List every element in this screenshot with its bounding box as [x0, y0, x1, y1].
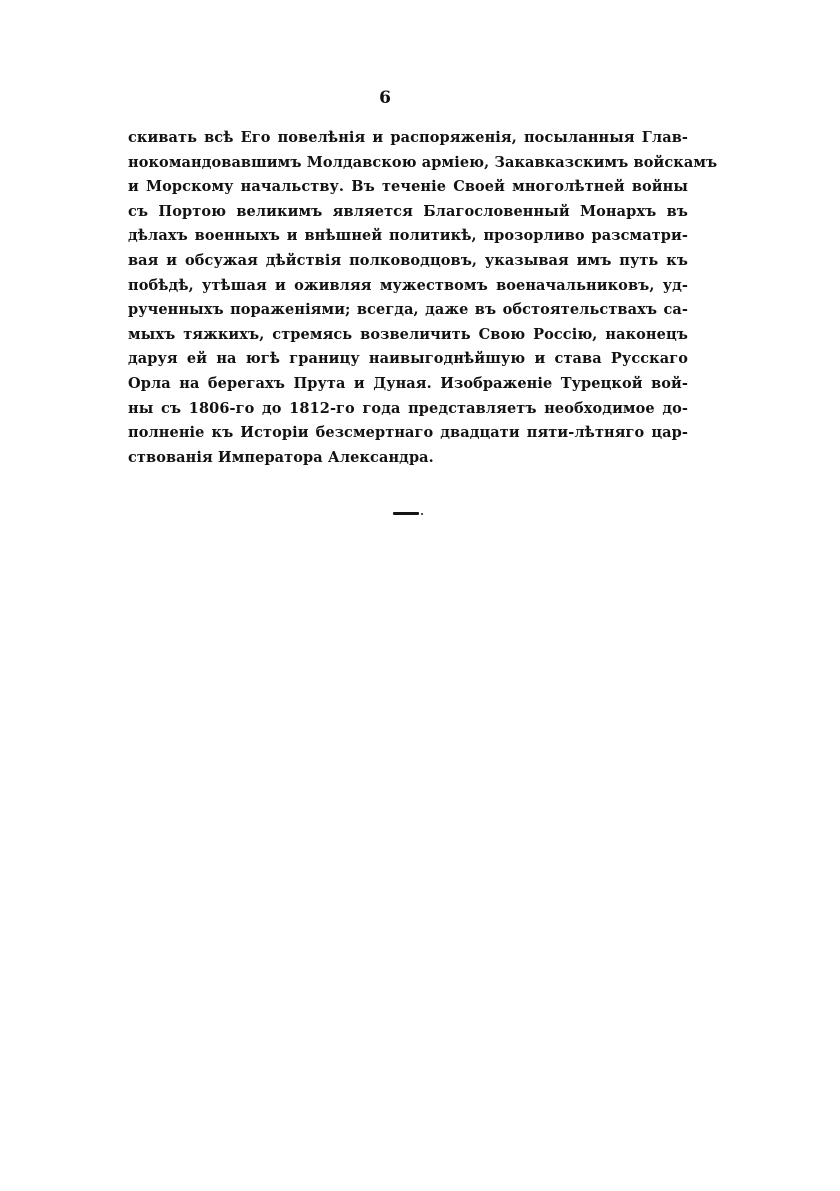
text-line: ны съ 1806-го до 1812-го года представляетъ необходимое до-	[128, 399, 688, 417]
text-line: Орла на берегахъ Прута и Дуная. Изображеніе Турецкой вой-	[128, 374, 688, 392]
rule-dot	[421, 513, 423, 515]
text-line: и Морскому начальству. Въ теченіе Своей многолѣтней войны	[128, 178, 688, 196]
text-line: мыхъ тяжкихъ, стремясь возвеличить Свою Россію, наконецъ	[128, 325, 688, 343]
text-line: побѣдѣ, утѣшая и оживляя мужествомъ военачальниковъ, уд-	[128, 276, 688, 294]
page-number: 6	[379, 88, 391, 108]
text-line: съ Портою великимъ является Благословенный Монархъ въ	[128, 202, 688, 220]
text-line: рученныхъ пораженіями; всегда, даже въ обстоятельствахъ са-	[128, 301, 688, 319]
body-paragraph	[128, 126, 718, 470]
text-line: дѣлахъ военныхъ и внѣшней политикѣ, прозорливо разсматри-	[128, 227, 688, 245]
text-line: полненіе къ Исторіи безсмертнаго двадцати пяти-лѣтняго цар-	[128, 424, 688, 442]
text-line: даруя ей на югѣ границу наивыгоднѣйшую и става Русскаго	[128, 350, 688, 368]
section-end-rule	[393, 512, 419, 515]
text-line-last: ствованія Императора Александра.	[128, 448, 434, 466]
text-line: скивать всѣ Его повелѣнія и распоряженія, посыланныя Глав-	[128, 129, 688, 146]
text-line: нокомандовавшимъ Молдавскою арміею, Закавказскимъ войскамъ	[128, 153, 718, 171]
text-line: вая и обсужая дѣйствія полководцовъ, указывая имъ путь къ	[128, 251, 688, 269]
